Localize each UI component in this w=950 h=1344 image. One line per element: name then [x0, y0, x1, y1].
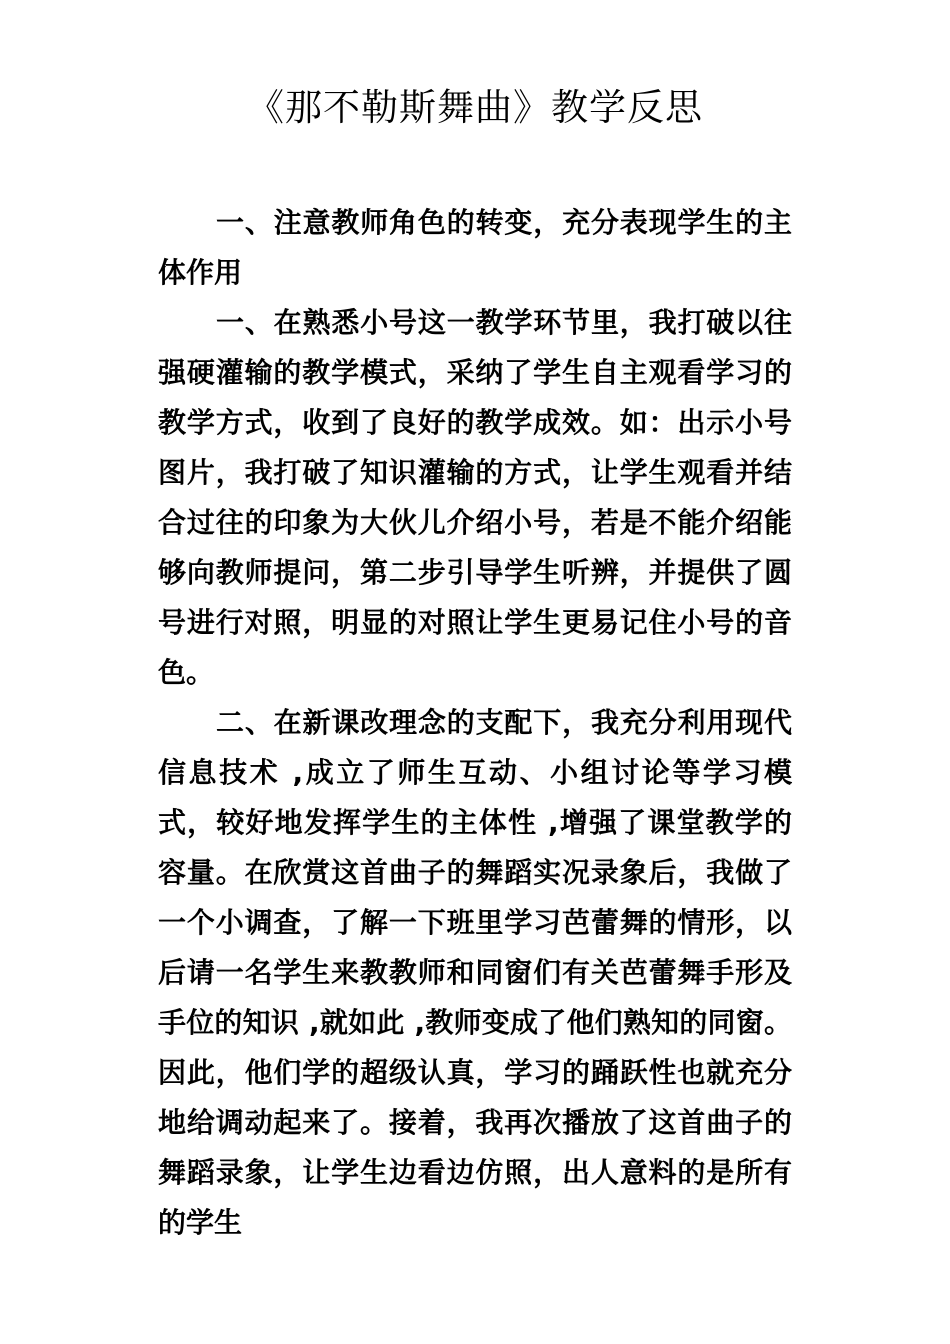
section-heading: 一、注意教师角色的转变，充分表现学生的主体作用	[158, 206, 792, 289]
paragraph-1: 一、在熟悉小号这一教学环节里，我打破以往强硬灌输的教学模式，采纳了学生自主观看学习的教学方式，收到了良好的教学成效。如：出示小号图片，我打破了知识灌输的方式，让学生观看并结合过往的印象为大伙儿介绍小号，若是不能介绍能够向教师提问，第二步引导学生听辨，并提供了圆号进行对照，明显的对照让学生更易记住小号的音色。	[158, 306, 792, 689]
paragraph-2: 二、在新课改理念的支配下，我充分利用现代信息技术 ,成立了师生互动、小组讨论等学习模式，较好地发挥学生的主体性 ,增强了课堂教学的容量。在欣赏这首曲子的舞蹈实况录象后，我做了一个小调查，了解一下班里学习芭蕾舞的情形，以后请一名学生来教教师和同窗们有关芭蕾舞手形及手位的知识 ,就如此 ,教师变成了他们熟知的同窗。因此，他们学的超级认真，学习的踊跃性也就充分地给调动起来了。接着，我再次播放了这首曲子的舞蹈录象，让学生边看边仿照，出人意料的是所有的学生	[158, 706, 792, 1239]
document-body	[158, 198, 792, 1248]
document-title: 《那不勒斯舞曲》教学反思	[247, 86, 703, 129]
